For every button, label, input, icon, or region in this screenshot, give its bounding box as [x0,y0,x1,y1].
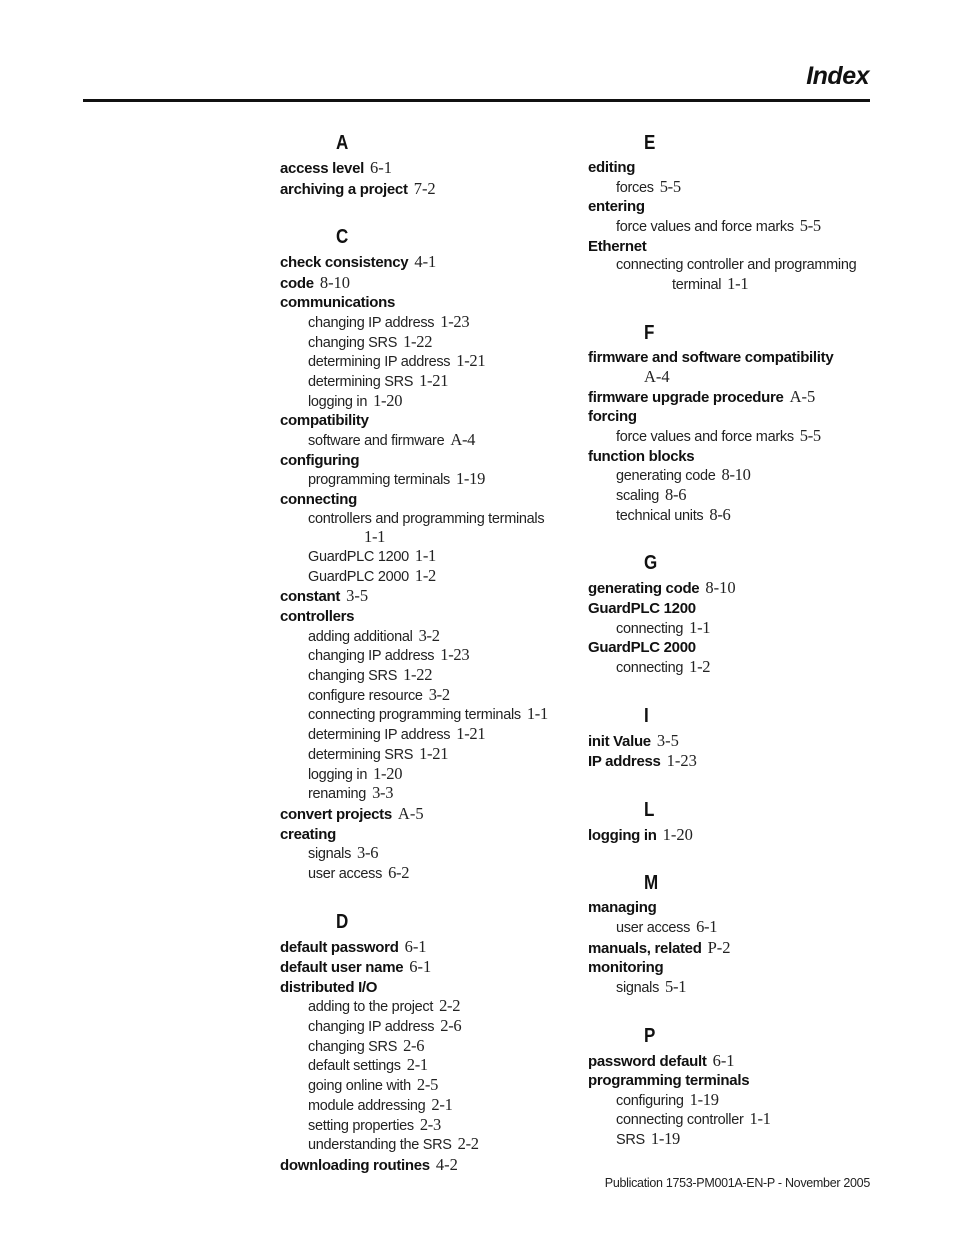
index-entry [280,179,570,200]
entry-term: IP address [588,753,661,771]
entry-page: 6-1 [409,957,432,977]
index-subentry [308,392,570,412]
index-entry [588,938,878,959]
entry-page: A-5 [789,386,816,406]
index-subentry [308,997,570,1017]
subentry-page: 1-1 [689,617,711,637]
entry-page: 1-23 [666,751,697,771]
subentry-text: connecting [616,620,684,637]
publication-footer: Publication 1753-PM001A-EN-P - November 2005 [604,1176,870,1190]
subentry-text: understanding the SRS [308,1137,452,1154]
index-section [588,1021,878,1150]
subentry-page: 5-5 [799,425,821,445]
subentry-page: 2-6 [440,1016,462,1036]
index-section [280,222,570,883]
subentry-page: 3-3 [372,783,394,803]
subentry-page: 1-1 [526,704,548,724]
index-subentry [308,1056,570,1076]
subentry-page: 1-22 [403,331,433,351]
index-subentry [308,705,570,725]
index-subentry [308,646,570,666]
index-subentry [616,256,878,294]
index-entry [280,825,570,845]
subentry-text: logging in [308,393,368,410]
entry-term: function blocks [588,447,695,465]
section-letter: D [336,910,349,933]
entry-page: 4-2 [435,1155,458,1174]
index-subentry [308,745,570,765]
subentry-page: 1-21 [456,351,486,371]
subentry-page: 2-1 [406,1055,428,1075]
index-entry [588,1051,878,1072]
subentry-page: 1-21 [456,724,486,744]
index-subentry [308,1076,570,1096]
index-section [588,128,878,295]
subentry-cont-text: terminal [672,276,722,293]
entry-page: A-4 [644,367,670,387]
index-entry [280,293,570,313]
entry-page: A-5 [397,804,424,823]
index-entry [588,751,878,772]
entry-term: downloading routines [280,1157,430,1174]
index-subentry [308,1037,570,1057]
subentry-page: 2-6 [403,1035,425,1055]
entry-term: programming terminals [588,1072,750,1090]
entry-term: logging in [588,826,657,844]
index-entry [280,490,570,510]
section-letter: A [336,132,349,154]
index-subentry [308,431,570,451]
subentry-text: determining IP address [308,727,451,744]
subentry-text: programming terminals [308,472,450,489]
index-entry [280,1155,570,1176]
subentry-page: 2-2 [439,996,461,1016]
index-entry [280,957,570,978]
index-entry [588,638,878,658]
index-section [588,548,878,677]
index-entry [280,937,570,958]
section-letter: G [644,552,658,575]
entry-term: convert projects [280,806,392,823]
index-subentry [616,1110,878,1130]
index-entry [280,158,570,179]
subentry-page: 1-20 [373,763,403,783]
subentry-text: changing SRS [308,1038,398,1055]
section-letter: P [644,1024,656,1047]
index-subentry [308,567,570,587]
entry-term: configuring [280,451,360,469]
section-letter: E [644,132,656,154]
index-section [588,868,878,997]
page-title: Index [806,62,869,90]
index-entry [588,237,878,257]
entry-term: access level [280,160,364,177]
subentry-page: 6-2 [388,862,410,882]
subentry-page: 1-23 [440,311,470,331]
entry-term: default password [280,938,399,956]
index-entry [588,348,878,387]
subentry-text: generating code [616,468,716,485]
entry-term: password default [588,1052,707,1070]
index-subentry [616,1091,878,1111]
entry-term: Ethernet [588,237,647,255]
index-subentry [616,619,878,639]
subentry-text: determining SRS [308,374,414,391]
subentry-page: 8-6 [665,484,687,504]
subentry-text: signals [308,846,352,863]
entry-term: entering [588,198,645,216]
entry-term: generating code [588,580,700,598]
entry-term: communications [280,294,395,312]
index-subentry [308,784,570,804]
subentry-text: going online with [308,1078,411,1095]
entry-page: 8-10 [319,272,351,292]
subentry-page: 1-1 [364,527,386,547]
subentry-text: setting properties [308,1117,414,1134]
subentry-text: changing SRS [308,668,398,685]
entry-term: compatibility [280,412,369,430]
index-subentry [308,666,570,686]
subentry-text: adding additional [308,628,413,645]
subentry-text: software and firmware [308,433,445,450]
subentry-page: 1-20 [373,390,403,410]
entry-term: GuardPLC 1200 [588,599,696,617]
index-subentry [308,686,570,706]
index-entry [588,825,878,846]
entry-term: check consistency [280,254,409,272]
subentry-page: 1-21 [419,371,449,391]
index-subentry [616,486,878,506]
subentry-page: 2-1 [431,1094,453,1114]
subentry-page: 3-6 [357,843,379,863]
subentry-page: 1-21 [419,743,449,763]
subentry-page: A-4 [450,430,476,450]
subentry-text: force values and force marks [616,218,794,235]
index-section [588,701,878,772]
subentry-text: force values and force marks [616,428,794,445]
entry-term: distributed I/O [280,978,378,996]
entry-page: 4-1 [414,252,437,272]
index-subentry [616,178,878,198]
entry-page: P-2 [707,937,731,957]
index-entry [280,978,570,998]
index-entry [588,731,878,752]
subentry-page: 1-2 [414,565,437,585]
index-subentry [308,1135,570,1155]
entry-term: constant [280,588,341,606]
index-entry [588,898,878,918]
subentry-text: adding to the project [308,999,434,1016]
index-subentry [616,466,878,486]
index-entry [588,599,878,619]
entry-term: editing [588,159,636,176]
subentry-page: 3-2 [428,684,450,704]
entry-term: monitoring [588,959,664,977]
subentry-text: scaling [616,487,660,504]
subentry-text: connecting controller [616,1112,744,1129]
index-subentry [308,547,570,567]
index-section [280,128,570,199]
subentry-page: 1-1 [727,273,749,293]
index-subentry [616,1130,878,1150]
subentry-text: connecting controller and programming [616,257,857,274]
subentry-text: logging in [308,766,368,783]
subentry-page: 8-10 [721,465,751,485]
entry-term: init Value [588,732,651,750]
subentry-page: 1-19 [689,1089,719,1109]
index-subentry [308,352,570,372]
subentry-page: 5-5 [659,176,681,196]
subentry-text: signals [616,979,660,996]
entry-term: managing [588,899,657,917]
index-entry [588,197,878,217]
subentry-page: 1-1 [414,546,437,566]
subentry-text: GuardPLC 2000 [308,568,409,585]
subentry-page: 1-1 [749,1109,771,1129]
index-column-right [588,128,878,1173]
index-subentry [308,765,570,785]
subentry-text: GuardPLC 1200 [308,549,409,566]
index-subentry [308,725,570,745]
index-subentry [308,470,570,490]
index-column-left [280,128,570,1199]
index-entry [588,158,878,178]
section-letter: I [644,704,649,727]
subentry-text: user access [616,919,691,936]
entry-term: manuals, related [588,939,702,957]
index-subentry [308,844,570,864]
index-subentry [308,1096,570,1116]
section-letter: L [644,798,655,821]
entry-page: 1-20 [662,824,693,844]
index-entry [280,586,570,607]
header-rule [83,99,870,102]
subentry-page: 2-2 [457,1134,479,1154]
subentry-text: changing IP address [308,314,435,331]
entry-term: code [280,274,314,292]
entry-term: forcing [588,408,637,426]
subentry-page: 6-1 [696,916,718,936]
index-subentry [616,427,878,447]
index-section [280,907,570,1176]
subentry-page: 2-5 [416,1075,439,1095]
index-entry [588,578,878,599]
index-section [588,318,878,526]
entry-term: GuardPLC 2000 [588,639,696,657]
entry-page: 3-5 [656,730,679,750]
index-subentry [616,658,878,678]
entry-term: firmware and software compatibility [588,348,834,366]
entry-term: connecting [280,491,358,509]
index-subentry [308,333,570,353]
subentry-page: 8-6 [709,504,731,524]
entry-page: 7-2 [413,178,436,198]
index-subentry [308,313,570,333]
subentry-page: 5-1 [665,976,687,996]
entry-page: 3-5 [346,586,369,606]
index-subentry [308,864,570,884]
subentry-page: 1-2 [689,656,711,676]
subentry-text: determining SRS [308,746,414,763]
subentry-text: user access [308,865,383,882]
subentry-text: SRS [616,1132,645,1149]
subentry-text: default settings [308,1058,401,1075]
index-entry [280,252,570,273]
index-subentry [616,506,878,526]
entry-term: creating [280,825,336,843]
index-subentry [308,1017,570,1037]
index-entry [280,607,570,627]
section-letter: C [336,226,349,249]
index-entry [588,447,878,467]
index-entry [280,273,570,294]
index-entry [588,1071,878,1091]
entry-page: 6-1 [712,1050,735,1070]
subentry-page: 1-19 [650,1129,680,1149]
entry-page: 6-1 [369,158,392,177]
subentry-text: connecting [616,659,684,676]
subentry-text: configure resource [308,687,423,704]
subentry-text: module addressing [308,1097,426,1114]
subentry-text: controllers and programming terminals [308,510,545,527]
index-subentry [616,217,878,237]
section-letter: F [644,321,655,344]
subentry-text: changing SRS [308,334,398,351]
entry-term: controllers [280,608,355,626]
index-entry [280,451,570,471]
index-entry [280,804,570,825]
index-section [588,795,878,846]
subentry-page: 2-3 [419,1114,441,1134]
subentry-page: 1-23 [440,645,470,665]
index-entry [588,958,878,978]
index-subentry [616,918,878,938]
subentry-continuation [672,275,878,295]
index-subentry [308,627,570,647]
subentry-text: forces [616,179,654,196]
subentry-text: connecting programming terminals [308,707,521,724]
subentry-text: renaming [308,786,367,803]
subentry-text: technical units [616,507,704,524]
index-entry [588,387,878,408]
index-entry [588,407,878,427]
entry-term: default user name [280,959,404,977]
index-subentry [308,372,570,392]
subentry-page: 5-5 [799,215,821,235]
index-subentry [308,1116,570,1136]
entry-term: firmware upgrade procedure [588,388,784,406]
index-entry [280,411,570,431]
subentry-text: configuring [616,1092,684,1109]
subentry-page: 1-19 [455,469,486,489]
subentry-text: determining IP address [308,354,451,371]
index-subentry [616,978,878,998]
subentry-page: 3-2 [418,625,440,645]
entry-term: archiving a project [280,180,408,198]
section-letter: M [644,872,659,895]
subentry-page: 1-22 [403,665,433,685]
entry-page: 8-10 [705,578,736,598]
subentry-text: changing IP address [308,648,435,665]
subentry-text: changing IP address [308,1019,435,1036]
entry-page: 6-1 [404,936,427,956]
index-subentry [308,510,570,547]
